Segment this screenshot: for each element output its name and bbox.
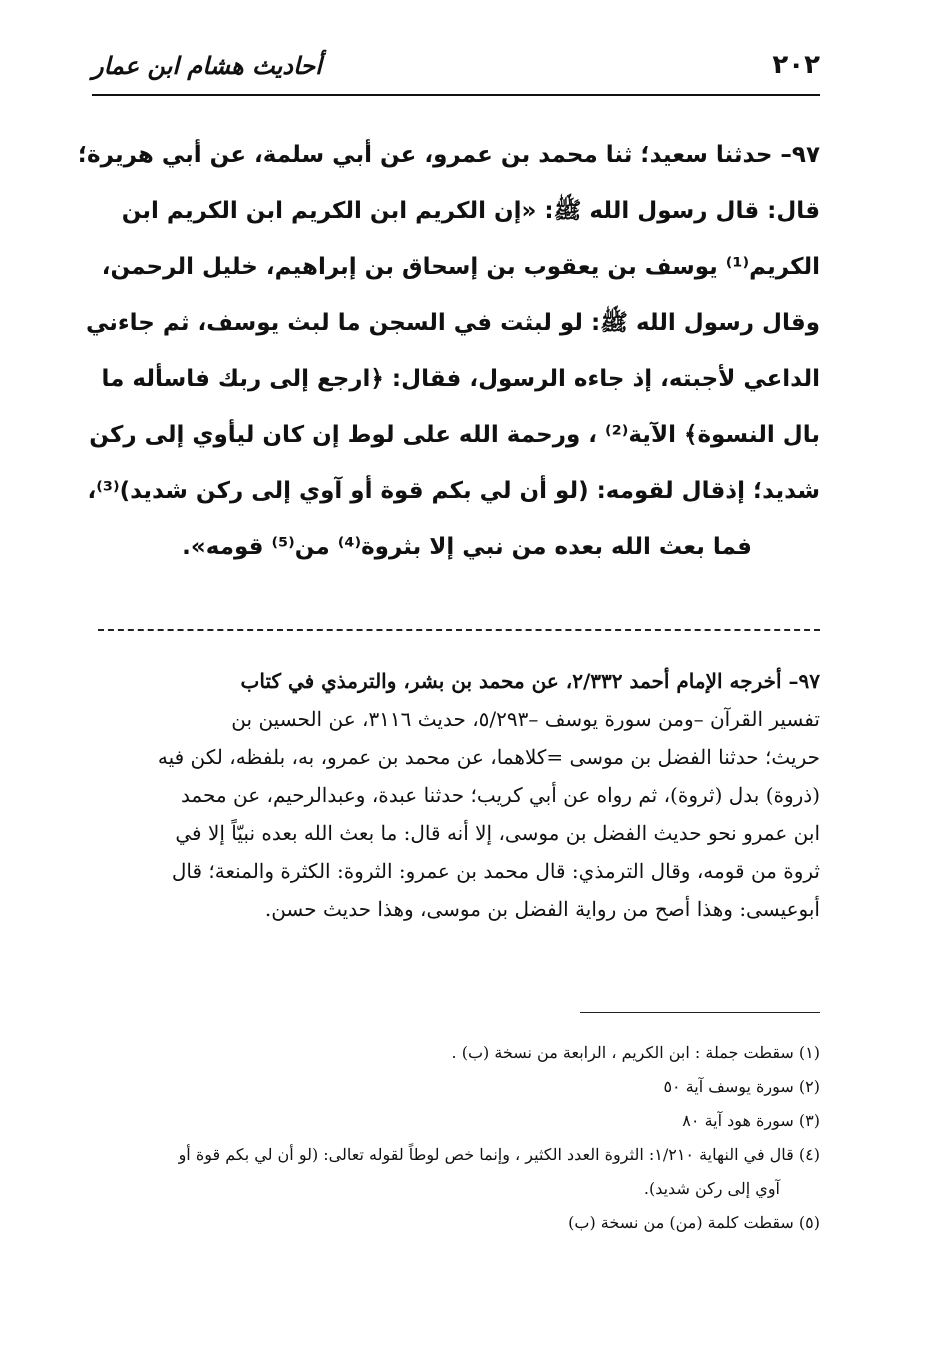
takhrij-line: ٩٧– أخرجه الإمام أحمد ٢/٣٣٢، عن محمد بن بشر، والترمذي في كتاب [240,669,820,693]
takhrij-line: ثروة من قومه، وقال الترمذي: قال محمد بن عمرو: الثروة: الكثرة والمنعة؛ قال [171,859,820,883]
hadith-line: قال: قال رسول الله ﷺ: «إن الكريم ابن الكريم ابن الكريم ابن [121,198,820,224]
book-title: أحاديث هشام ابن عمار [92,52,322,80]
page-number: ٢٠٢ [772,50,820,80]
hadith-line: شديد؛ إذقال لقومه: (لو أن لي بكم قوة أو آوي إلى ركن شديد)⁽³⁾، [87,478,820,504]
hadith-line: وقال رسول الله ﷺ: لو لبثت في السجن ما لبث يوسف، ثم جاءني [85,310,820,336]
footnote-3: (٣) سورة هود آية ٨٠ [682,1111,820,1130]
footnote-2: (٢) سورة يوسف آية ٥٠ [663,1077,820,1096]
footnote-4-continued: آوي إلى ركن شديد). [643,1179,780,1198]
hadith-line: بال النسوة﴾ الآية⁽²⁾ ، ورحمة الله على لوط إن كان ليأوي إلى ركن [89,422,820,448]
footnotes [96,1036,820,1240]
footnote-separator [580,1012,820,1013]
footnote-1: (١) سقطت جملة : ابن الكريم ، الرابعة من نسخة (ب) . [451,1043,820,1062]
page-header [92,48,820,96]
hadith-line: الداعي لأجبته، إذ جاءه الرسول، فقال: ﴿ارجع إلى ربك فاسأله ما [101,366,820,392]
takhrij-line: ابن عمرو نحو حديث الفضل بن موسى، إلا أنه قال: ما بعث الله بعده نبيّاً إلا في [175,821,820,845]
hadith-line: ٩٧– حدثنا سعيد؛ ثنا محمد بن عمرو، عن أبي سلمة، عن أبي هريرة؛ [77,142,820,168]
takhrij-line: أبوعيسى: وهذا أصح من رواية الفضل بن موسى، وهذا حديث حسن. [264,897,820,921]
takhrij-line: (ذروة) بدل (ثروة)، ثم رواه عن أبي كريب؛ حدثنا عبدة، وعبدالرحيم، عن محمد [180,783,820,807]
footnote-5: (٥) سقطت كلمة (من) من نسخة (ب) [568,1213,820,1232]
hadith-line: فما بعث الله بعده من نبي إلا بثروة⁽⁴⁾ من⁽⁵⁾ قومه». [182,534,752,560]
takhrij-section [96,662,820,928]
takhrij-line: تفسير القرآن –ومن سورة يوسف –٥/٢٩٣، حديث ٣١١٦، عن الحسين بن [231,707,820,731]
takhrij-line: حريث؛ حدثنا الفضل بن موسى =كلاهما، عن محمد بن عمرو، به، بلفظه، لكن فيه [157,745,820,769]
footnote-4: (٤) قال في النهاية ١/٢١٠: الثروة العدد الكثير ، وإنما خص لوطاً لقوله تعالى: (لو أن لي بكم قوة أو [178,1145,820,1164]
header-rule [92,94,820,96]
section-divider [98,629,820,631]
hadith-line: الكريم⁽¹⁾ يوسف بن يعقوب بن إسحاق بن إبراهيم، خليل الرحمن، [101,254,820,280]
hadith-text [77,128,820,576]
